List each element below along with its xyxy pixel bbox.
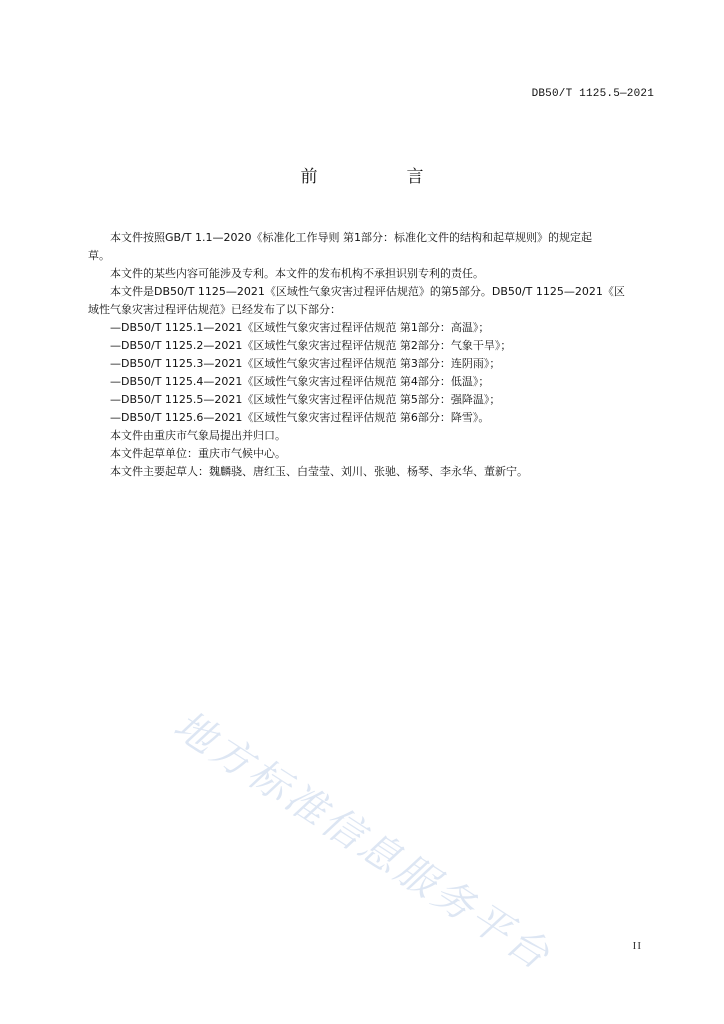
paragraph-drafting-unit: 本文件起草单位：重庆市气候中心。: [110, 447, 286, 460]
paragraph-patent-notice: 本文件的某些内容可能涉及专利。本文件的发布机构不承担识别专利的责任。: [110, 267, 484, 280]
paragraph-drafters: 本文件主要起草人：魏麟骁、唐红玉、白莹莹、刘川、张驰、杨琴、李永华、董新宁。: [110, 465, 528, 478]
paragraph-part-intro-cont: 域性气象灾害过程评估规范》已经发布了以下部分：: [88, 303, 341, 316]
page-title: 前 言: [300, 167, 460, 187]
part-list-item: —DB50/T 1125.4—2021《区域性气象灾害过程评估规范 第4部分：低温》；: [110, 375, 490, 388]
paragraph-drafting-rule: 本文件按照GB/T 1.1—2020《标准化工作导则 第1部分：标准化文件的结构和起草规则》的规定起: [110, 231, 592, 244]
paragraph-part-intro: 本文件是DB50/T 1125—2021《区域性气象灾害过程评估规范》的第5部分。DB50/T 1125—2021《区: [110, 285, 625, 298]
part-list-item: —DB50/T 1125.2—2021《区域性气象灾害过程评估规范 第2部分：气象干旱》；: [110, 339, 512, 352]
part-list-item: —DB50/T 1125.5—2021《区域性气象灾害过程评估规范 第5部分：强降温》；: [110, 393, 501, 406]
page-number: II: [632, 940, 642, 952]
part-list-item: —DB50/T 1125.1—2021《区域性气象灾害过程评估规范 第1部分：高温》；: [110, 321, 490, 334]
document-body: [88, 229, 658, 481]
watermark: 地方标准信息服务平台: [165, 702, 560, 981]
part-list-item: —DB50/T 1125.3—2021《区域性气象灾害过程评估规范 第3部分：连阴雨》；: [110, 357, 501, 370]
part-list-item: —DB50/T 1125.6—2021《区域性气象灾害过程评估规范 第6部分：降雪》。: [110, 411, 490, 424]
document-id-header: DB50/T 1125.5—2021: [531, 88, 654, 100]
paragraph-proposer: 本文件由重庆市气象局提出并归口。: [110, 429, 286, 442]
paragraph-drafting-rule-cont: 草。: [88, 249, 110, 262]
